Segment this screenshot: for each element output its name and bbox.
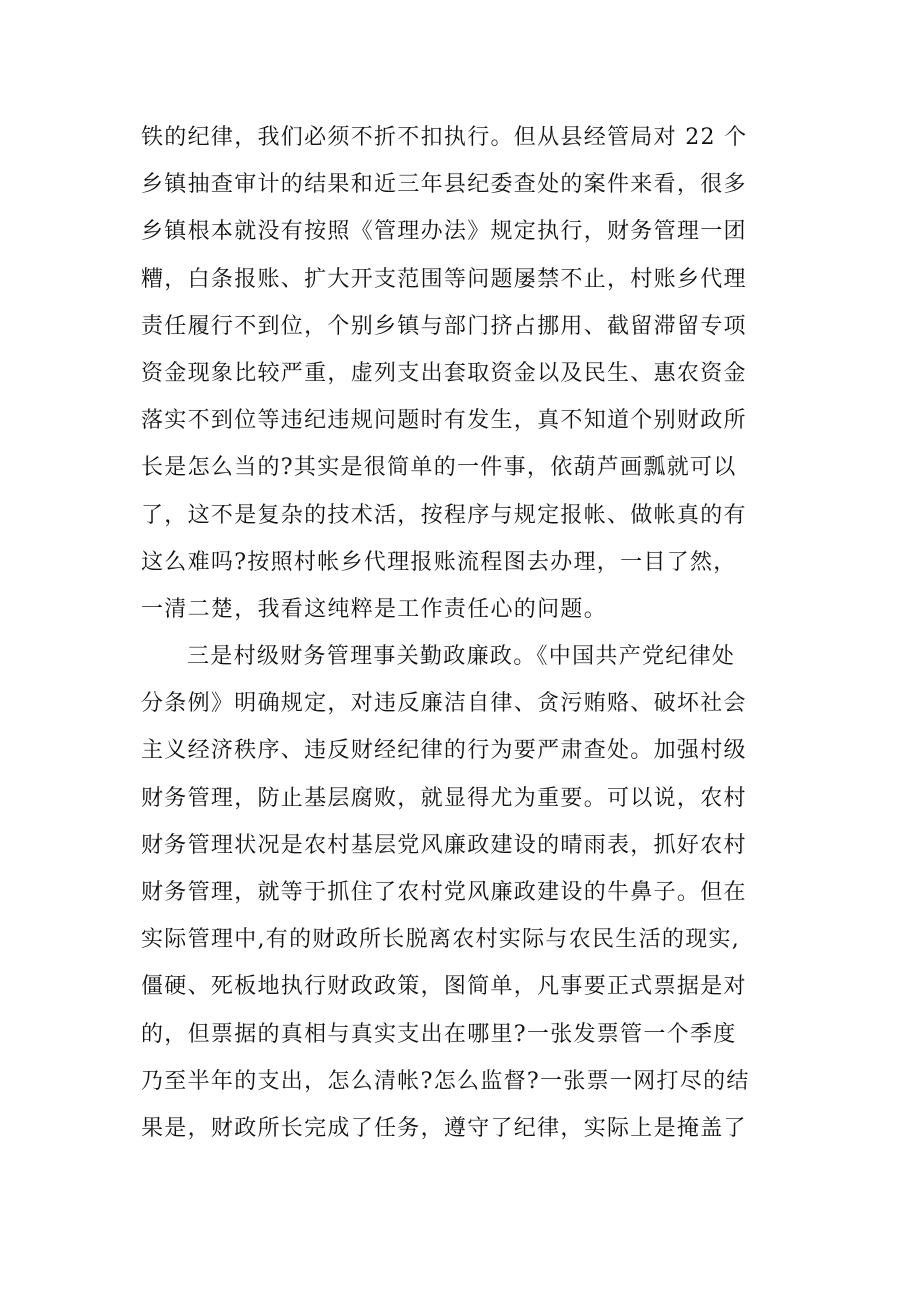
text-line: 果是，财政所长完成了任务，遵守了纪律，实际上是掩盖了 xyxy=(141,1115,747,1141)
text-line: 乡镇抽查审计的结果和近三年县纪委查处的案件来看，很多 xyxy=(141,172,747,198)
text-line: 资金现象比较严重，虚列支出套取资金以及民生、惠农资金 xyxy=(141,360,747,386)
text-line: 乡镇根本就没有按照《管理办法》规定执行，财务管理一团 xyxy=(141,219,747,245)
text-line: 落实不到位等违纪违规问题时有发生，真不知道个别财政所 xyxy=(141,408,747,434)
text-line: 实际管理中,有的财政所长脱离农村实际与农民生活的现实, xyxy=(141,927,741,953)
text-line: 铁的纪律，我们必须不折不扣执行。但从县经管局对 22 个 xyxy=(141,125,748,150)
text-line: 财务管理，就等于抓住了农村党风廉政建设的牛鼻子。但在 xyxy=(141,880,747,905)
text-line: 这么难吗?按照村帐乡代理报账流程图去办理，一目了然， xyxy=(141,549,737,575)
body-text xyxy=(141,114,786,1152)
text-line: 长是怎么当的?其实是很简单的一件事，依葫芦画瓢就可以 xyxy=(141,455,737,481)
text-line: 财务管理状况是农村基层党风廉政建设的晴雨表，抓好农村 xyxy=(141,832,747,858)
paragraph-start-line: 三是村级财务管理事关勤政廉政。《中国共产党纪律处 xyxy=(187,644,736,670)
text-line: 了，这不是复杂的技术活，按程序与规定报帐、做帐真的有 xyxy=(141,502,747,528)
text-line: 的，但票据的真相与真实支出在哪里?一张发票管一个季度 xyxy=(141,1021,737,1047)
text-line: 分条例》明确规定，对违反廉洁自律、贪污贿赂、破坏社会 xyxy=(141,691,747,717)
text-line: 主义经济秩序、违反财经纪律的行为要严肃查处。加强村级 xyxy=(141,738,747,764)
text-line: 责任履行不到位，个别乡镇与部门挤占挪用、截留滞留专项 xyxy=(141,313,747,339)
text-line: 财务管理，防止基层腐败，就显得尤为重要。可以说，农村 xyxy=(141,785,747,811)
text-line: 一清二楚，我看这纯粹是工作责任心的问题。 xyxy=(141,596,608,622)
text-line: 乃至半年的支出，怎么清帐?怎么监督?一张票一网打尽的结 xyxy=(141,1068,750,1094)
text-line: 僵硬、死板地执行财政政策，图简单，凡事要正式票据是对 xyxy=(141,974,747,1000)
text-line: 糟，白条报账、扩大开支范围等问题屡禁不止，村账乡代理 xyxy=(141,266,747,292)
